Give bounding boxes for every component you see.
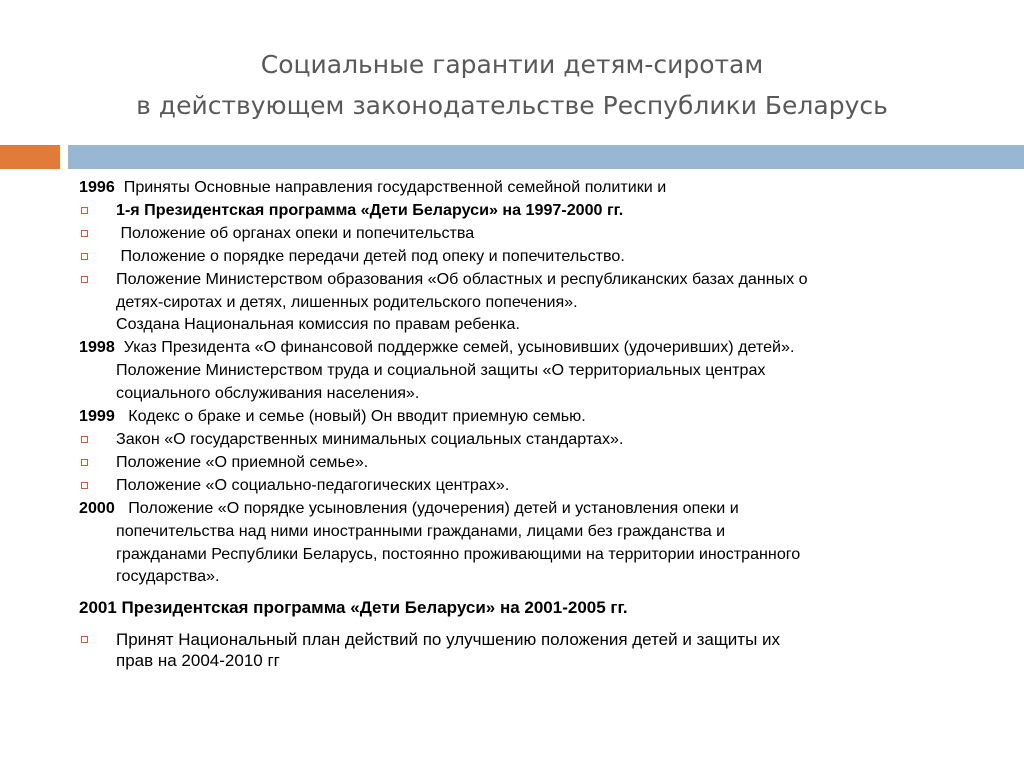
entry-1996 [79, 176, 1004, 199]
entry-1998-text: Указ Президента «О финансовой поддержке семей, усыновивших (удочеривших) детей». [123, 338, 795, 357]
entry-2000-continuation: государства». [116, 567, 220, 586]
list-item-continuation: прав на 2004-2010 гг [116, 651, 280, 671]
square-bullet-icon [81, 230, 88, 237]
year-1998: 1998 [79, 338, 115, 357]
square-bullet-icon [81, 459, 88, 466]
list-item-continuation: детях-сиротах и детях, лишенных родительского попечения». [116, 292, 578, 311]
entry-2000-continuation: гражданами Республики Беларусь, постоянно проживающими на территории иностранного [116, 544, 801, 563]
list-item-text: Закон «О государственных минимальных социальных стандартах». [116, 429, 624, 448]
list-item-text: Принят Национальный план действий по улучшению положения детей и защиты их [116, 630, 781, 650]
title-line-1: Социальные гарантии детям-сиротам [260, 50, 764, 79]
list-item [79, 451, 1004, 474]
accent-bar-orange [0, 145, 60, 169]
entry-2001: 2001 Президентская программа «Дети Беларуси» на 2001-2005 гг. [79, 598, 628, 618]
square-bullet-icon [81, 436, 88, 443]
list-item [79, 245, 1004, 268]
list-item [79, 428, 1004, 451]
list-item [79, 268, 1004, 291]
entry-1998-continuation: Положение Министерством труда и социальной защиты «О территориальных центрах [116, 361, 766, 380]
entry-2000-continuation: попечительства над ними иностранными гражданами, лицами без гражданства и [116, 521, 726, 540]
list-item-text: Положение о порядке передачи детей под опеку и попечительство. [120, 246, 625, 265]
year-1999: 1999 [79, 407, 115, 426]
entry-1999 [79, 405, 1004, 428]
list-item-text: Положение «О приемной семье». [116, 452, 369, 471]
slide-body [79, 176, 1004, 670]
entry-1998 [79, 336, 1004, 359]
square-bullet-icon [81, 482, 88, 489]
list-item-text: 1-я Президентская программа «Дети Беларуси» на 1997-2000 гг. [116, 200, 624, 219]
entry-1996-text: Приняты Основные направления государственной семейной политики и [123, 178, 667, 196]
year-1996: 1996 [79, 178, 115, 196]
square-bullet-icon [81, 207, 88, 214]
title-line-2: в действующем законодательстве Республики Беларусь [136, 91, 888, 120]
list-item-text: Положение об органах опеки и попечительства [120, 223, 475, 242]
entry-1998-continuation: социального обслуживания населения». [116, 384, 420, 403]
entry-2000 [79, 497, 1004, 520]
year-2000: 2000 [79, 498, 115, 517]
square-bullet-icon [81, 636, 88, 643]
list-item [79, 222, 1004, 245]
accent-bar-blue [68, 145, 1024, 169]
square-bullet-icon [81, 253, 88, 260]
list-item-text: Положение «О социально-педагогических центрах». [116, 475, 510, 494]
list-item [79, 199, 1004, 222]
entry-1999-text: Кодекс о браке и семье (новый) Он вводит приемную семью. [128, 407, 586, 426]
list-item-text: Положение Министерством образования «Об областных и республиканских базах данных о [116, 269, 808, 288]
entry-2000-text: Положение «О порядке усыновления (удочерения) детей и установления опеки и [128, 498, 739, 517]
slide-title [0, 44, 1024, 126]
list-item-continuation: Создана Национальная комиссия по правам ребенка. [116, 315, 520, 334]
list-item [79, 474, 1004, 497]
list-item [79, 628, 1004, 652]
square-bullet-icon [81, 276, 88, 283]
